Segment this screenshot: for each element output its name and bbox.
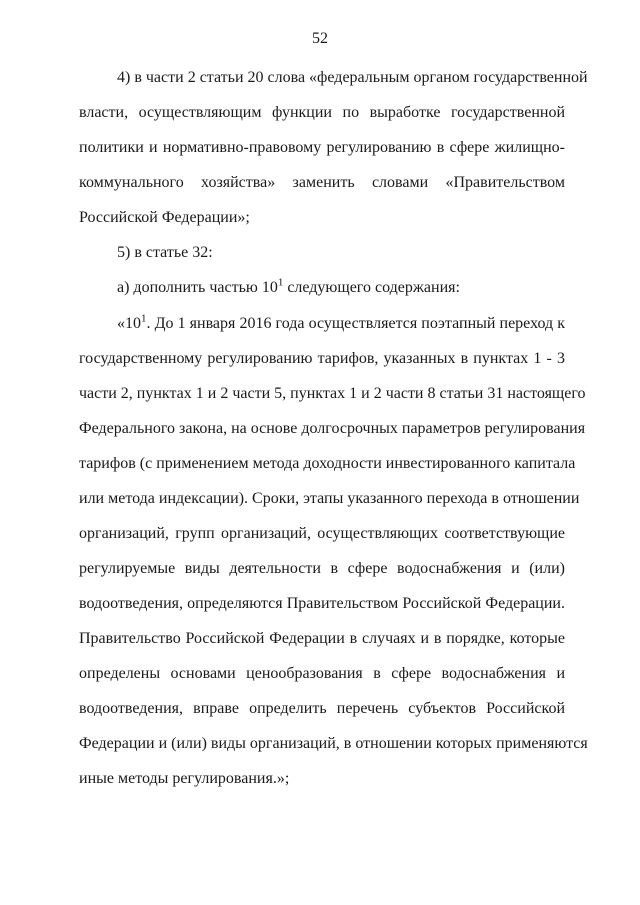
text-line: организаций, групп организаций, осуществляющих соответствующие [79, 525, 565, 542]
text-line: тарифов (с применением метода доходности инвестированного капитала [79, 455, 576, 472]
text-segment: а) дополнить частью 10 [117, 279, 278, 296]
page-number: 52 [312, 30, 328, 47]
text-line: части 2, пунктах 1 и 2 части 5, пунктах 1 и 2 части 8 статьи 31 настоящего [79, 385, 586, 402]
text-line: водоотведения, вправе определить перечень субъектов Российской [79, 700, 565, 717]
superscript: 1 [277, 276, 284, 289]
text-segment: . До 1 января 2016 года осуществляется поэтапный переход к [146, 315, 565, 332]
text-line [117, 314, 565, 334]
text-line: Федерального закона, на основе долгосрочных параметров регулирования [79, 420, 586, 437]
text-line: коммунального хозяйства» заменить словами «Правительством [79, 174, 565, 191]
text-line: политики и нормативно-правовому регулированию в сфере жилищно- [79, 139, 565, 156]
text-segment: «10 [117, 315, 141, 332]
text-line: Правительство Российской Федерации в случаях и в порядке, которые [79, 630, 565, 647]
text-line [117, 278, 460, 298]
text-line: государственному регулированию тарифов, указанных в пунктах 1 - 3 [79, 350, 565, 367]
text-line: или метода индексации). Сроки, этапы указанного перехода в отношении [79, 490, 580, 507]
text-line: иные методы регулирования.»; [79, 770, 290, 787]
text-line: власти, осуществляющим функции по выработке государственной [79, 104, 565, 121]
superscript: 1 [141, 312, 147, 325]
text-line: Российской Федерации»; [79, 209, 250, 226]
text-segment: следующего содержания: [283, 279, 460, 296]
text-line: 5) в статье 32: [117, 244, 213, 261]
text-line: регулируемые виды деятельности в сфере водоснабжения и (или) [79, 560, 565, 577]
text-line: водоотведения, определяются Правительством Российской Федерации. [79, 595, 565, 612]
text-line: Федерации и (или) виды организаций, в отношении которых применяются [79, 735, 588, 752]
text-line: 4) в части 2 статьи 20 слова «федеральным органом государственной [117, 69, 588, 86]
text-line: определены основами ценообразования в сфере водоснабжения и [79, 665, 565, 682]
